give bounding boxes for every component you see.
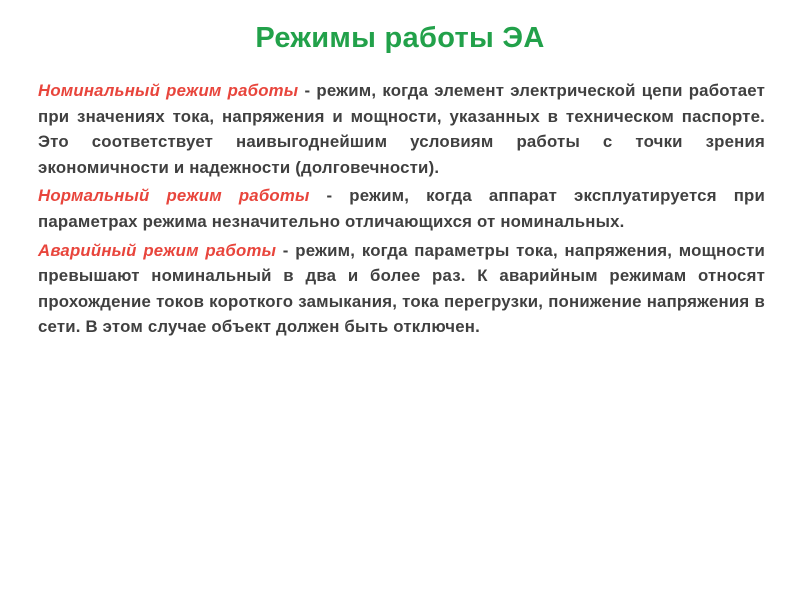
term-normal-mode: Нормальный режим работы [38, 186, 310, 206]
slide-title: Режимы работы ЭА [255, 22, 545, 54]
paragraph-nominal-mode [38, 78, 765, 180]
term-nominal-mode: Номинальный режим работы [38, 81, 299, 100]
definition-normal-mode: - режим, когда аппарат эксплуатируется при параметрах режима незначительно отличающихся от номинальных. [38, 186, 765, 231]
definition-nominal-mode: - режим, когда элемент электрической цепи работает при значениях тока, напряжения и мощности, указанных в техническом паспорте. Это соответствует наивыгоднейшим условиям работы с точки зрения экономичности и надежности (долговечности). [38, 81, 765, 177]
paragraph-normal-mode [38, 183, 765, 234]
term-emergency-mode: Аварийный режим работы [38, 240, 277, 260]
slide-body [38, 78, 765, 343]
paragraph-emergency-mode [38, 238, 765, 340]
definition-emergency-mode: - режим, когда параметры тока, напряжения, мощности превышают номинальный в два и более раз. К аварийным режимам относят прохождение токов короткого замыкания, тока перегрузки, понижение напряжения в сети. В этом случае объект должен быть отключен. [38, 240, 766, 337]
